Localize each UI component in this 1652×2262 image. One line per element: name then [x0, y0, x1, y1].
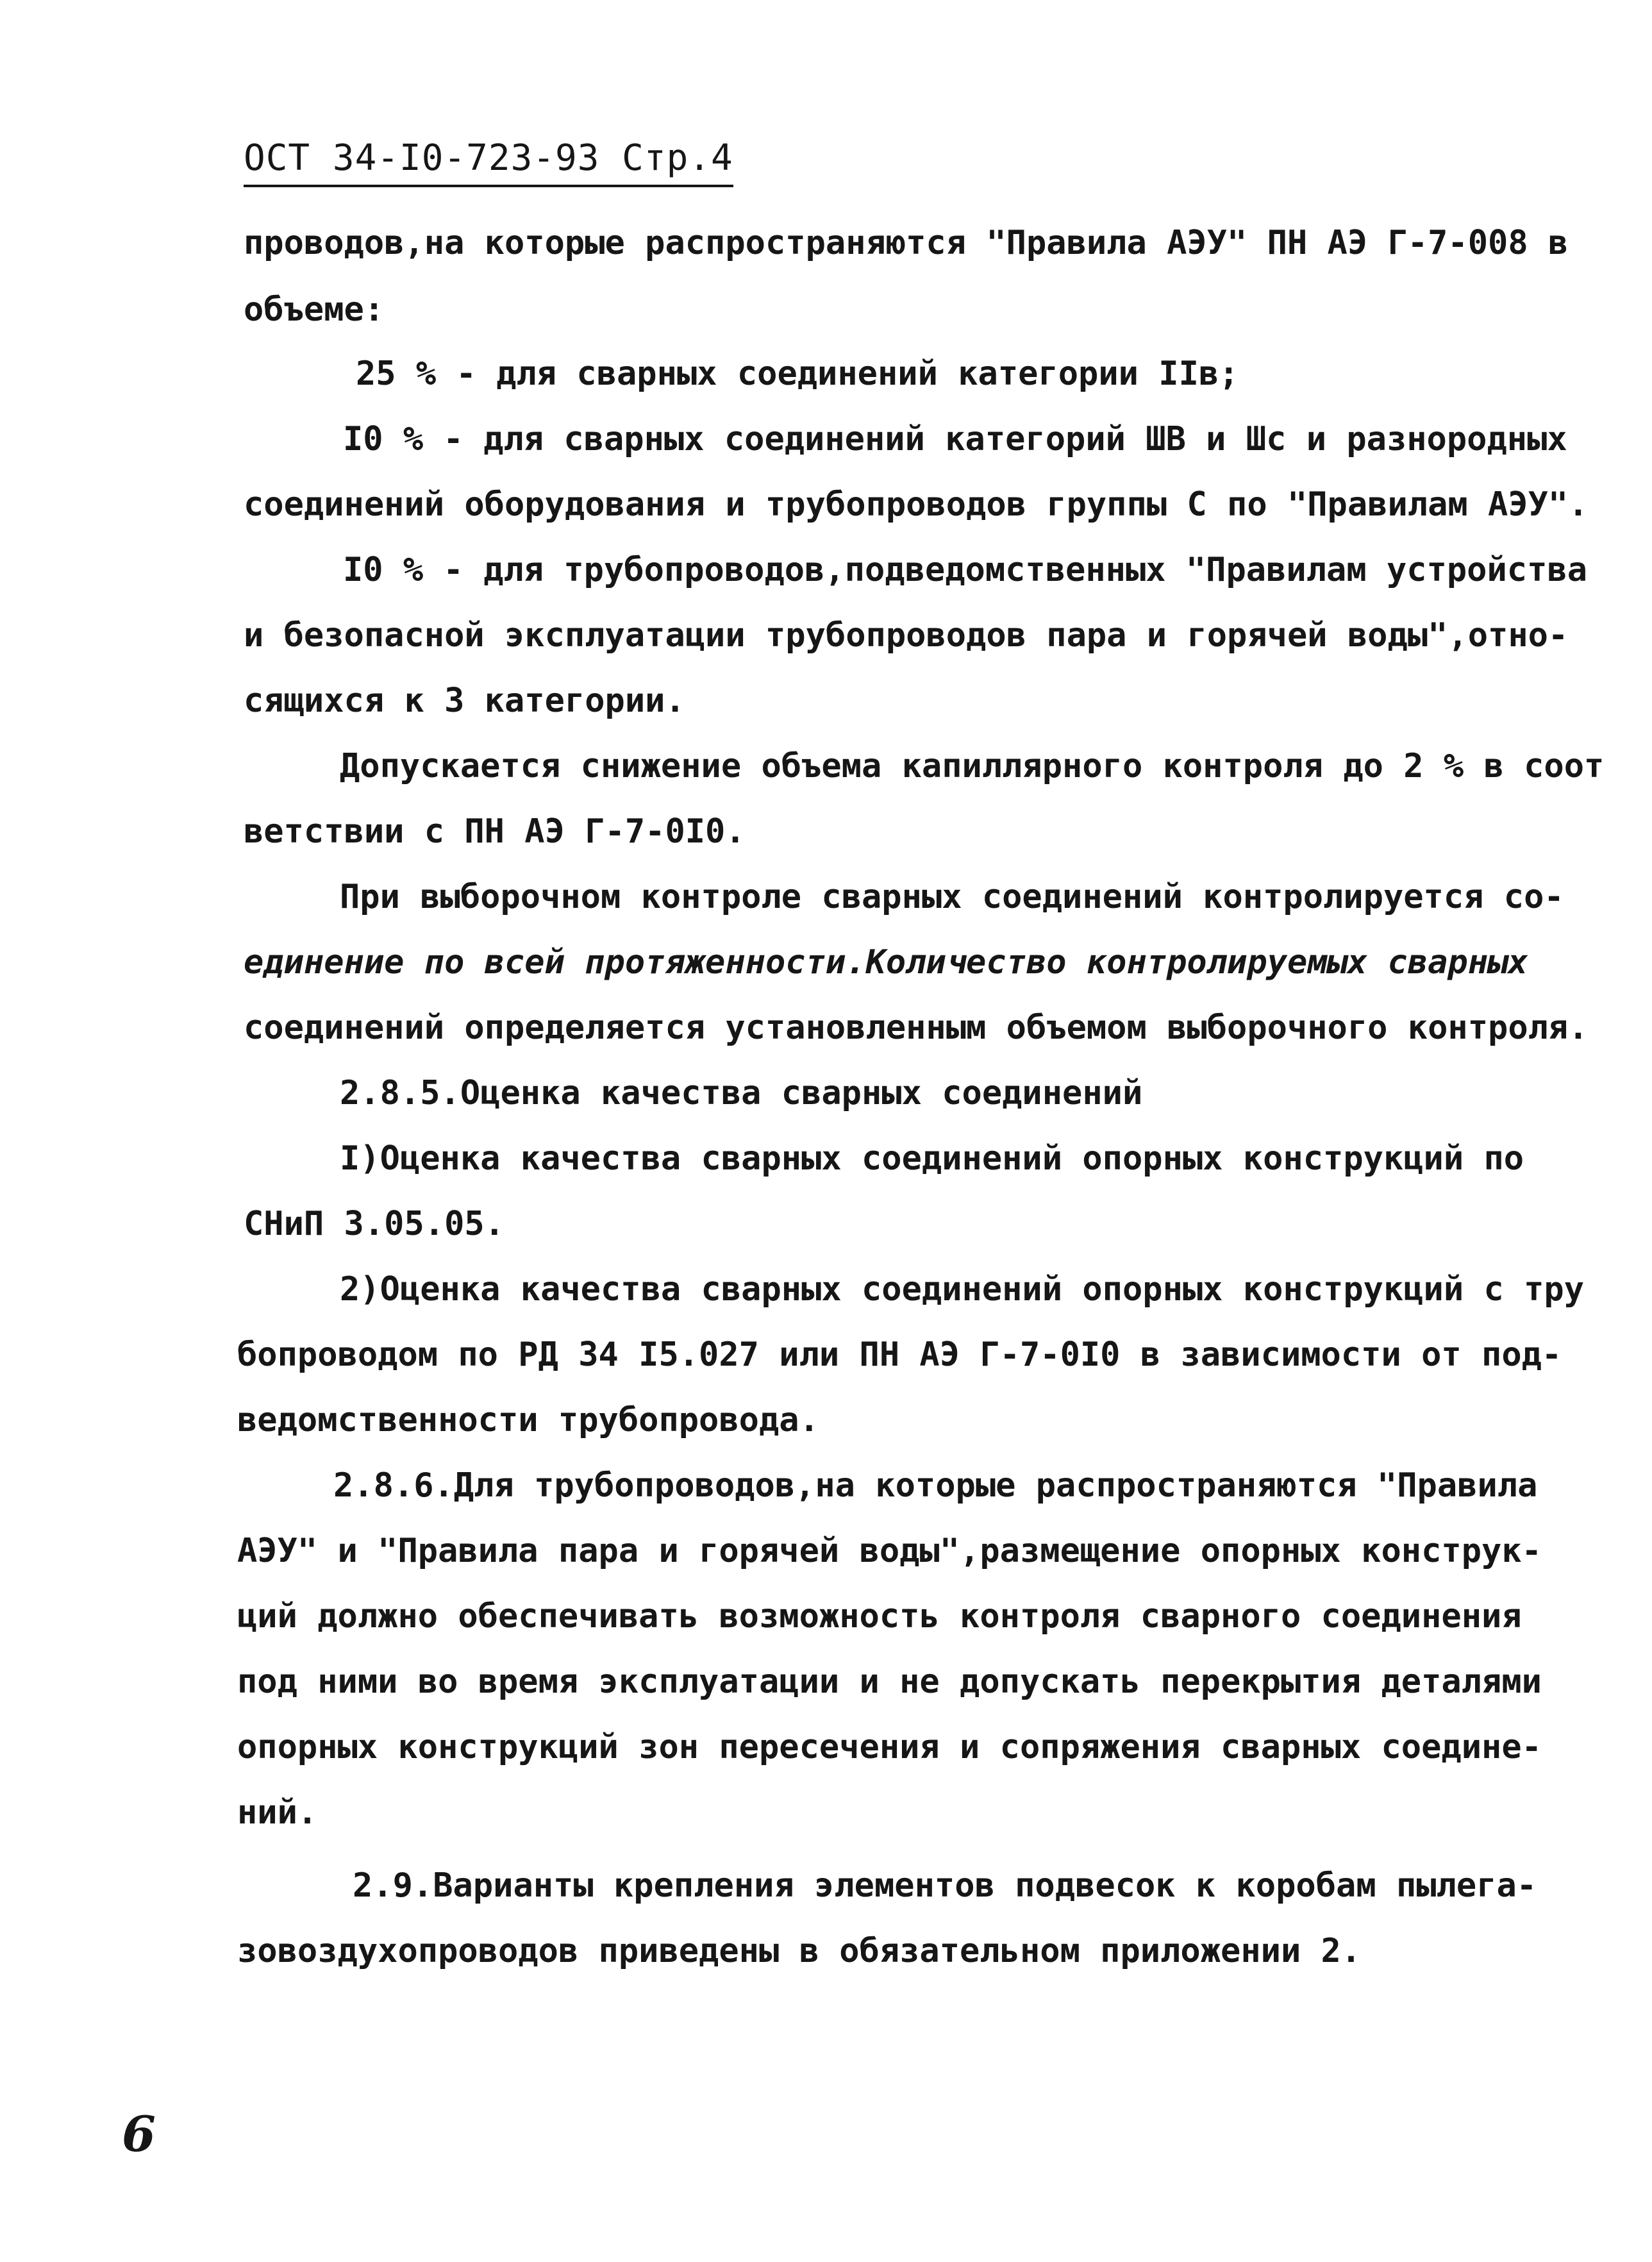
- document-header: ОСТ 34-I0-723-93 Стр.4: [244, 136, 733, 187]
- body-line: бопроводом по РД 34 I5.027 или ПН АЭ Г-7-0I0 в зависимости от под-: [237, 1336, 1562, 1374]
- body-line: сящихся к 3 категории.: [244, 682, 685, 720]
- body-line: ветствии с ПН АЭ Г-7-0I0.: [244, 812, 746, 851]
- section-paragraph-start: 2.9.Варианты крепления элементов подвесок к коробам пылега-: [353, 1866, 1537, 1905]
- body-line: I0 % - для трубопроводов,подведомственных "Правилам устройства: [343, 551, 1588, 589]
- body-line: зовоздухопроводов приведены в обязательном приложении 2.: [237, 1932, 1362, 1970]
- body-line: соединений определяется установленным объемом выборочного контроля.: [244, 1009, 1589, 1047]
- body-line: СНиП 3.05.05.: [244, 1205, 505, 1243]
- body-line: АЭУ" и "Правила пара и горячей воды",размещение опорных конструк-: [237, 1532, 1542, 1570]
- body-line: Допускается снижение объема капиллярного контроля до 2 % в соот: [340, 747, 1605, 785]
- body-line: и безопасной эксплуатации трубопроводов пара и горячей воды",отно-: [244, 616, 1569, 655]
- section-heading: 2.8.5.Оценка качества сварных соединений: [340, 1074, 1143, 1112]
- body-line: При выборочном контроле сварных соединений контролируется со-: [340, 878, 1564, 916]
- body-line: под ними во время эксплуатации и не допускать перекрытия деталями: [237, 1663, 1542, 1701]
- body-line: 2)Оценка качества сварных соединений опорных конструкций с тру: [340, 1270, 1585, 1309]
- body-line: I)Оценка качества сварных соединений опорных конструкций по: [340, 1139, 1524, 1178]
- body-line: единение по всей протяженности.Количество контролируемых сварных: [244, 943, 1528, 982]
- body-line: соединений оборудования и трубопроводов группы С по "Правилам АЭУ".: [244, 485, 1589, 524]
- body-line: проводов,на которые распространяются "Правила АЭУ" ПН АЭ Г-7-008 в: [244, 224, 1569, 262]
- body-line: опорных конструкций зон пересечения и сопряжения сварных соедине-: [237, 1728, 1542, 1766]
- body-line: ведомственности трубопровода.: [237, 1401, 819, 1439]
- page-number: 6: [122, 2106, 156, 2163]
- body-line: I0 % - для сварных соединений категорий ШВ и Шс и разнородных: [343, 420, 1567, 458]
- body-line: объеме:: [244, 290, 385, 329]
- body-line: ний.: [237, 1793, 318, 1832]
- body-line: 25 % - для сварных соединений категории IIв;: [356, 355, 1239, 393]
- body-line: ций должно обеспечивать возможность контроля сварного соединения: [237, 1597, 1522, 1636]
- section-paragraph-start: 2.8.6.Для трубопроводов,на которые распространяются "Правила: [333, 1466, 1538, 1505]
